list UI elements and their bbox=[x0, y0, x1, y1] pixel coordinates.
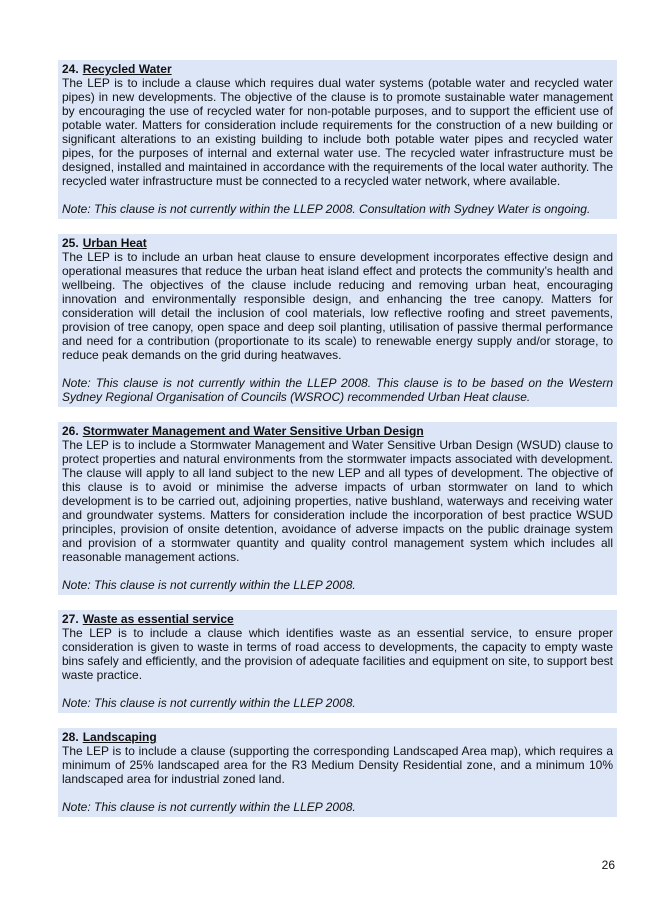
section-landscaping bbox=[58, 728, 617, 817]
section-title: Recycled Water bbox=[82, 62, 172, 76]
section-note: Note: This clause is not currently within the LLEP 2008. Consultation with Sydney Water is ongoing. bbox=[62, 202, 591, 216]
section-number: 28. bbox=[62, 730, 79, 744]
section-heading bbox=[62, 730, 613, 744]
section-stormwater-management bbox=[58, 422, 617, 595]
section-title: Urban Heat bbox=[82, 236, 147, 250]
section-title: Stormwater Management and Water Sensitive Urban Design bbox=[82, 424, 424, 438]
section-waste-essential-service bbox=[58, 610, 617, 713]
section-body: The LEP is to include a Stormwater Management and Water Sensitive Urban Design (WSUD) clause to protect properties and natural environments from the stormwater impacts associated with development. The clause will apply to all land subject to the new LEP and all types of development. The objective of this clause is to avoid or minimise the adverse impacts of urban stormwater on land to which development is to be carried out, adjoining properties, native bushland, waterways and receiving water and groundwater systems. Matters for consideration include the incorporation of best practice WSUD principles, provision of onsite detention, avoidance of adverse impacts on the public drainage system and provision of a stormwater quantity and quality control management system which includes all reasonable management actions. bbox=[62, 438, 613, 564]
section-note: Note: This clause is not currently within the LLEP 2008. bbox=[62, 578, 356, 592]
section-title: Waste as essential service bbox=[82, 612, 234, 626]
section-note: Note: This clause is not currently within the LLEP 2008. bbox=[62, 696, 356, 710]
section-body: The LEP is to include an urban heat clause to ensure development incorporates effective design and operational measures that reduce the urban heat island effect and protects the community’s health and wellbeing. The objectives of the clause include reducing and removing urban heat, encouraging innovation and environmentally responsible design, and enhancing the tree canopy. Matters for consideration will detail the inclusion of cool materials, low reflective roofing and street pavements, provision of tree canopy, open space and deep soil planting, utilisation of passive thermal performance and need for a contribution (proportionate to its scale) to renewable energy supply and/or storage, to reduce peak demands on the grid during heatwaves. bbox=[62, 250, 613, 362]
section-heading bbox=[62, 236, 613, 250]
section-urban-heat bbox=[58, 234, 617, 407]
section-number: 25. bbox=[62, 236, 79, 250]
section-body: The LEP is to include a clause which identifies waste as an essential service, to ensure proper consideration is given to waste in terms of road access to developments, the capacity to empty waste bins safely and efficiently, and the provision of adequate facilities and equipment on site, to support best waste practice. bbox=[62, 626, 613, 682]
section-number: 26. bbox=[62, 424, 79, 438]
section-note: Note: This clause is not currently within the LLEP 2008. bbox=[62, 800, 356, 814]
section-recycled-water bbox=[58, 60, 617, 219]
section-number: 27. bbox=[62, 612, 79, 626]
section-body: The LEP is to include a clause which requires dual water systems (potable water and recycled water pipes) in new developments. The objective of the clause is to promote sustainable water management by encouraging the use of recycled water for non-potable purposes, and to support the efficient use of potable water. Matters for consideration include requirements for the construction of a new building or significant alterations to an existing building to include both potable water pipes and recycled water pipes, for the purposes of internal and external water use. The recycled water infrastructure must be designed, installed and maintained in accordance with the requirements of the local water authority. The recycled water infrastructure must be connected to a recycled water network, where available. bbox=[62, 76, 613, 188]
section-heading bbox=[62, 612, 613, 626]
section-title: Landscaping bbox=[82, 730, 157, 744]
document-content bbox=[58, 60, 617, 832]
section-heading bbox=[62, 424, 613, 438]
section-heading bbox=[62, 62, 613, 76]
section-body: The LEP is to include a clause (supporting the corresponding Landscaped Area map), which requires a minimum of 25% landscaped area for the R3 Medium Density Residential zone, and a minimum 10% landscaped area for industrial zoned land. bbox=[62, 744, 613, 786]
section-note: Note: This clause is not currently within the LLEP 2008. This clause is to be based on the Western Sydney Regional Organisation of Councils (WSROC) recommended Urban Heat clause. bbox=[62, 376, 613, 404]
page-number: 26 bbox=[601, 858, 615, 872]
section-number: 24. bbox=[62, 62, 79, 76]
